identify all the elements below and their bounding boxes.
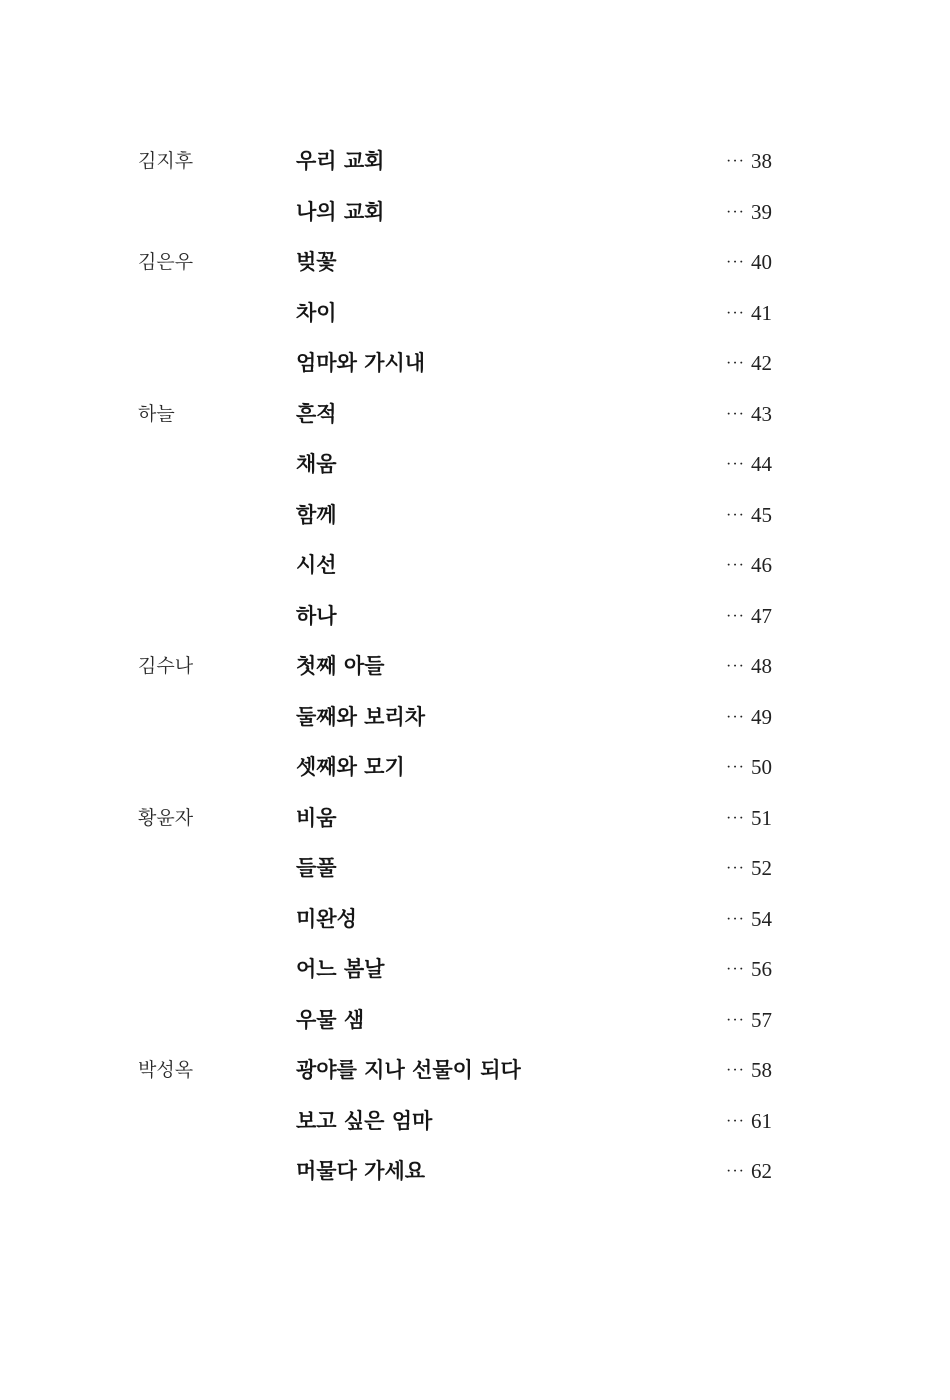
toc-page-number: 49 — [750, 704, 772, 729]
dot-leader: ··· — [726, 203, 745, 221]
toc-page — [726, 136, 772, 187]
toc-entry[interactable] — [0, 641, 950, 692]
dot-leader: ··· — [726, 961, 745, 978]
toc-page-number: 38 — [750, 149, 772, 173]
toc-page — [726, 490, 772, 541]
toc-page-number: 48 — [750, 654, 772, 678]
toc-page — [726, 793, 772, 844]
dot-leader: ··· — [726, 658, 745, 675]
toc-page-number: 39 — [750, 199, 772, 224]
toc-page — [726, 1146, 772, 1197]
toc-title[interactable]: 어느 봄날 — [296, 957, 385, 981]
toc-author: 김은우 — [138, 251, 194, 273]
toc-page-number: 54 — [750, 906, 772, 931]
toc-page — [726, 338, 772, 389]
dot-leader: ··· — [726, 607, 745, 625]
toc-page-number: 45 — [750, 502, 772, 527]
dot-leader: ··· — [726, 1011, 745, 1029]
dot-leader: ··· — [726, 809, 745, 827]
toc-entry[interactable] — [0, 1045, 950, 1096]
toc-entry[interactable] — [0, 187, 950, 238]
toc-page-number: 44 — [750, 452, 772, 476]
toc-entry[interactable] — [0, 540, 950, 591]
toc-page-number: 61 — [750, 1108, 772, 1133]
toc-entry[interactable] — [0, 389, 950, 440]
toc-page-number: 51 — [750, 805, 772, 830]
toc-page — [726, 187, 772, 238]
toc-title[interactable]: 미완성 — [296, 906, 357, 931]
toc-title[interactable]: 비움 — [296, 805, 337, 830]
toc-author: 하늘 — [138, 402, 175, 425]
toc-page-number: 56 — [750, 957, 772, 981]
toc-entry[interactable] — [0, 338, 950, 389]
toc-page-number: 42 — [750, 351, 772, 375]
toc-page — [726, 540, 772, 591]
dot-leader: ··· — [726, 153, 745, 170]
toc-title[interactable]: 엄마와 가시내 — [296, 351, 426, 375]
toc-entry[interactable] — [0, 793, 950, 844]
toc-page-number: 40 — [750, 250, 772, 274]
toc-title[interactable]: 보고 싶은 엄마 — [296, 1108, 433, 1133]
toc-title[interactable]: 머물다 가세요 — [296, 1159, 426, 1183]
toc-page-number: 47 — [750, 603, 772, 628]
toc-page — [726, 591, 772, 642]
toc-page — [726, 389, 772, 440]
toc-title[interactable]: 나의 교회 — [296, 199, 385, 224]
toc-author: 황윤자 — [138, 806, 194, 829]
toc-entry[interactable] — [0, 490, 950, 541]
toc-entry[interactable] — [0, 1146, 950, 1197]
toc-page — [726, 1045, 772, 1096]
toc-entry[interactable] — [0, 944, 950, 995]
dot-leader: ··· — [726, 405, 745, 423]
toc-entry[interactable] — [0, 591, 950, 642]
toc-entry[interactable] — [0, 136, 950, 187]
toc-title[interactable]: 하나 — [296, 603, 337, 628]
toc-page-number: 43 — [750, 401, 772, 426]
toc-title[interactable]: 첫째 아들 — [296, 654, 385, 678]
toc-author: 김지후 — [138, 150, 194, 172]
toc-page-number: 58 — [750, 1058, 772, 1082]
toc-page-number: 50 — [750, 755, 772, 779]
dot-leader: ··· — [726, 456, 745, 473]
toc-title[interactable]: 벚꽃 — [296, 250, 337, 274]
dot-leader: ··· — [726, 304, 745, 322]
dot-leader: ··· — [726, 506, 745, 524]
dot-leader: ··· — [726, 557, 745, 574]
toc-entry[interactable] — [0, 843, 950, 894]
toc-page — [726, 692, 772, 743]
dot-leader: ··· — [726, 708, 745, 726]
dot-leader: ··· — [726, 1163, 745, 1180]
table-of-contents — [0, 136, 950, 1197]
toc-title[interactable]: 차이 — [296, 300, 337, 325]
dot-leader: ··· — [726, 254, 745, 271]
toc-title[interactable]: 채움 — [296, 452, 337, 476]
dot-leader: ··· — [726, 1062, 745, 1079]
toc-page-number: 57 — [750, 1007, 772, 1032]
dot-leader: ··· — [726, 860, 745, 877]
toc-entry[interactable] — [0, 742, 950, 793]
toc-entry[interactable] — [0, 1096, 950, 1147]
toc-page-number: 46 — [750, 553, 772, 577]
toc-page-number: 52 — [750, 856, 772, 880]
toc-page — [726, 995, 772, 1046]
toc-title[interactable]: 둘째와 보리차 — [296, 704, 426, 729]
toc-page — [726, 1096, 772, 1147]
dot-leader: ··· — [726, 910, 745, 928]
toc-author: 박성옥 — [138, 1059, 194, 1081]
toc-page — [726, 288, 772, 339]
toc-page-number: 62 — [750, 1159, 772, 1183]
toc-page — [726, 237, 772, 288]
toc-title[interactable]: 광야를 지나 선물이 되다 — [296, 1058, 521, 1082]
dot-leader: ··· — [726, 759, 745, 776]
toc-page — [726, 843, 772, 894]
toc-entry[interactable] — [0, 237, 950, 288]
toc-title[interactable]: 흔적 — [296, 401, 337, 426]
toc-page — [726, 641, 772, 692]
toc-title[interactable]: 들풀 — [296, 856, 337, 880]
toc-entry[interactable] — [0, 692, 950, 743]
toc-page — [726, 944, 772, 995]
toc-author: 김수나 — [138, 655, 194, 677]
toc-page — [726, 439, 772, 490]
toc-entry[interactable] — [0, 439, 950, 490]
toc-entry[interactable] — [0, 894, 950, 945]
toc-entry[interactable] — [0, 995, 950, 1046]
dot-leader: ··· — [726, 355, 745, 372]
toc-title[interactable]: 우물 샘 — [296, 1007, 365, 1032]
dot-leader: ··· — [726, 1112, 745, 1130]
toc-title[interactable]: 시선 — [296, 553, 337, 577]
toc-title[interactable]: 셋째와 모기 — [296, 755, 405, 779]
toc-page-number: 41 — [750, 300, 772, 325]
toc-entry[interactable] — [0, 288, 950, 339]
toc-page — [726, 894, 772, 945]
toc-title[interactable]: 우리 교회 — [296, 149, 385, 173]
toc-title[interactable]: 함께 — [296, 502, 337, 527]
toc-page — [726, 742, 772, 793]
